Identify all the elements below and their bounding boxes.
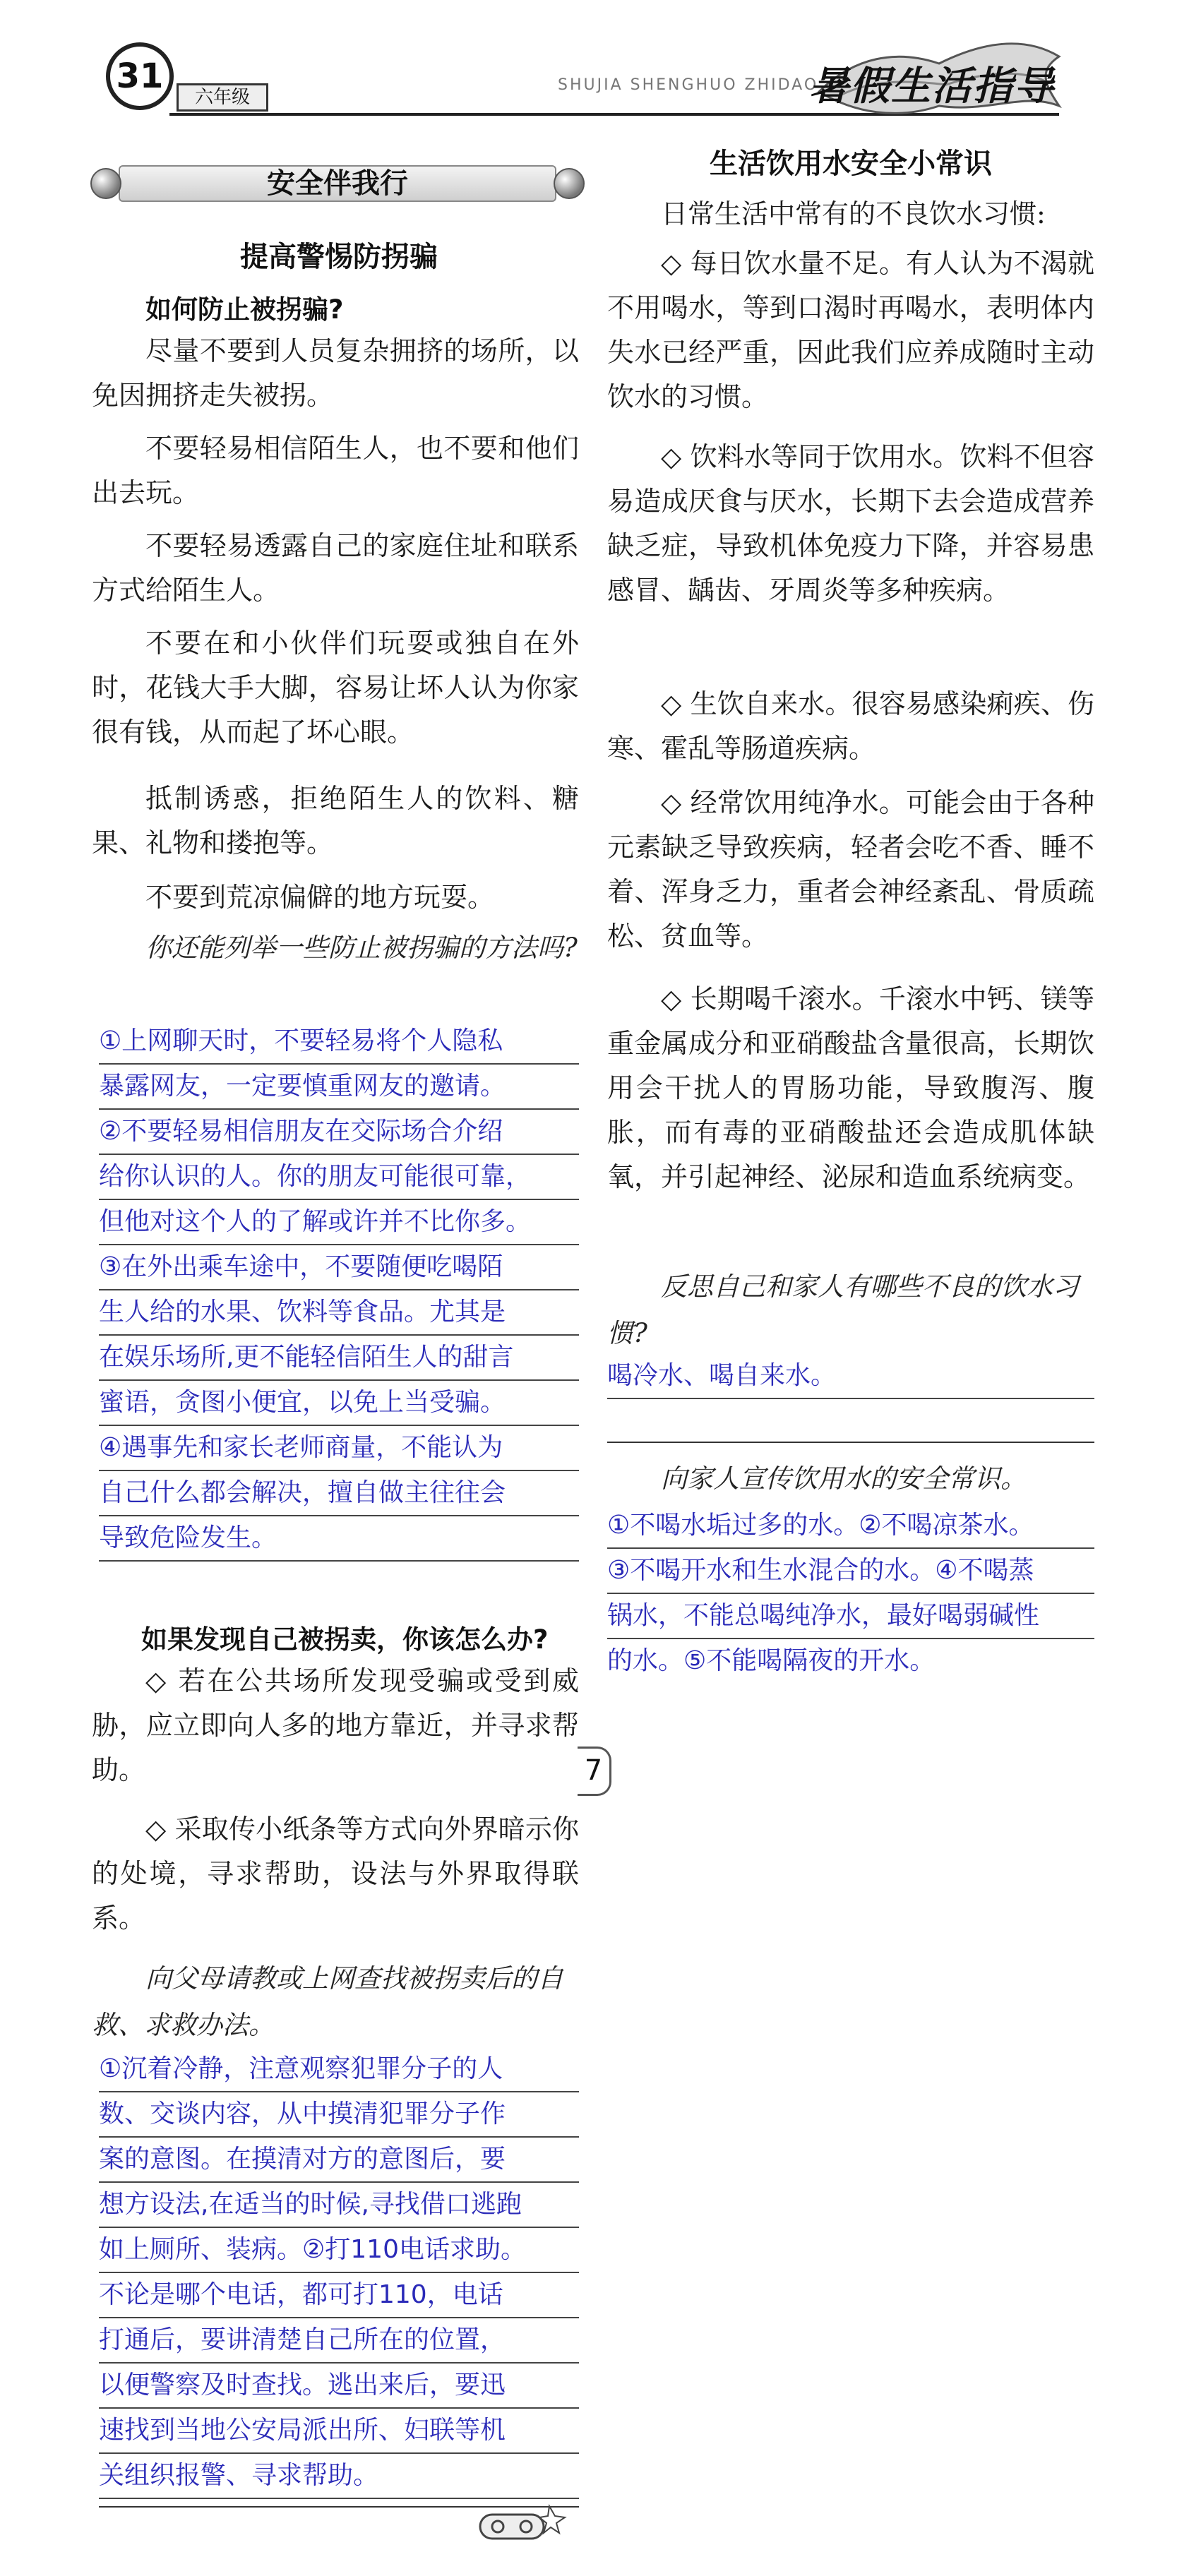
answer-line: 在娱乐场所,更不能轻信陌生人的甜言	[99, 1336, 579, 1381]
header-title: 暑假生活指导	[809, 64, 1055, 109]
answer-line: 以便警察及时查找。逃出来后，要迅	[99, 2364, 579, 2409]
answer-line: ①不喝水垢过多的水。②不喝凉茶水。	[607, 1504, 1094, 1549]
q2-paragraph-2: ◇ 采取传小纸条等方式向外界暗示你的处境，寻求帮助，设法与外界取得联系。	[92, 1814, 579, 1934]
answer-line: 关组织报警、寻求帮助。	[99, 2454, 579, 2499]
left-answer-2[interactable]	[99, 2047, 579, 2499]
left-answer-1[interactable]	[99, 1019, 579, 1562]
answer-line: 自己什么都会解决，擅自做主往往会	[99, 1471, 579, 1516]
footer-ornament-icon	[466, 2499, 579, 2548]
right-article-title: 生活饮用水安全小常识	[710, 148, 992, 180]
q1-heading: 如何防止被拐骗?	[145, 294, 344, 325]
left-paragraph-2: 不要轻易相信陌生人，也不要和他们出去玩。	[92, 433, 579, 508]
answer-line: 给你认识的人。你的朋友可能很可靠，	[99, 1155, 579, 1200]
answer-line: 不论是哪个电话，都可打110，电话	[99, 2273, 579, 2318]
right-pin-icon	[554, 168, 585, 199]
answer-line: 导致危险发生。	[99, 1516, 579, 1562]
left-article-title: 提高警惕防拐骗	[240, 241, 438, 273]
left-paragraph-4: 不要在和小伙伴们玩耍或独自在外时，花钱大手大脚，容易让坏人认为你家很有钱，从而起了坏心眼。	[92, 628, 579, 748]
answer-line: ③不喝开水和生水混合的水。④不喝蒸	[607, 1549, 1094, 1594]
left-prompt-2: 向父母请教或上网查找被拐卖后的自救、求救办法。	[92, 1963, 563, 2040]
answer-line: ①上网聊天时，不要轻易将个人隐私	[99, 1019, 579, 1065]
answer-line: 想方设法,在适当的时候,寻找借口逃跑	[99, 2183, 579, 2228]
right-answer-2[interactable]	[607, 1504, 1094, 1683]
page-header	[0, 0, 1201, 141]
answer-line: 暴露网友，一定要慎重网友的邀请。	[99, 1065, 579, 1110]
answer-line: 打通后，要讲清楚自己所在的位置，	[99, 2318, 579, 2364]
section-banner	[90, 158, 585, 208]
answer-line: ②不要轻易相信朋友在交际场合介绍	[99, 1110, 579, 1155]
left-pin-icon	[90, 168, 121, 199]
answer-line: 蜜语，贪图小便宜，以免上当受骗。	[99, 1381, 579, 1426]
answer-line: 案的意图。在摸清对方的意图后，要	[99, 2138, 579, 2183]
answer-line: 如上厕所、装病。②打110电话求助。	[99, 2228, 579, 2273]
page-number-badge: 31	[106, 42, 174, 110]
right-intro: 日常生活中常有的不良饮水习惯:	[661, 198, 1046, 229]
answer-line: ④遇事先和家长老师商量，不能认为	[99, 1426, 579, 1471]
left-paragraph-5: 抵制诱惑，拒绝陌生人的饮料、糖果、礼物和搂抱等。	[92, 783, 579, 858]
right-prompt-1: 反思自己和家人有哪些不良的饮水习惯?	[607, 1271, 1079, 1348]
answer-line: 锅水，不能总喝纯净水，最好喝弱碱性	[607, 1594, 1094, 1639]
left-prompt-1: 你还能列举一些防止被拐骗的方法吗?	[145, 933, 578, 963]
answer-line: ③在外出乘车途中，不要随便吃喝陌	[99, 1245, 579, 1290]
right-paragraph-4: ◇ 经常饮用纯净水。可能会由于各种元素缺乏导致疾病，轻者会吃不香、睡不着、浑身乏力，重者会神经紊乱、骨质疏松、贫血等。	[607, 787, 1094, 952]
right-paragraph-2: ◇ 饮料水等同于饮用水。饮料不但容易造成厌食与厌水，长期下去会造成营养缺乏症，导致机体免疫力下降，并容易患感冒、龋齿、牙周炎等多种疾病。	[607, 441, 1094, 606]
q2-heading: 如果发现自己被拐卖，你该怎么办?	[141, 1624, 549, 1655]
right-prompt-2: 向家人宣传饮用水的安全常识。	[661, 1463, 1027, 1494]
answer-rule	[607, 1442, 1094, 1443]
side-page-tab: 7	[578, 1747, 611, 1796]
answer-line: 速找到当地公安局派出所、妇联等机	[99, 2409, 579, 2454]
left-paragraph-3: 不要轻易透露自己的家庭住址和联系方式给陌生人。	[92, 530, 579, 606]
left-paragraph-6: 不要到荒凉偏僻的地方玩耍。	[145, 882, 495, 913]
answer-line: 但他对这个人的了解或许并不比你多。	[99, 1200, 579, 1245]
answer-line: 喝冷水、喝自来水。	[607, 1354, 1094, 1399]
right-paragraph-5: ◇ 长期喝千滚水。千滚水中钙、镁等重金属成分和亚硝酸盐含量很高，长期饮用会干扰人的胃肠功能，导致腹泻、腹胀，而有毒的亚硝酸盐还会造成肌体缺氧，并引起神经、泌尿和造血系统病变。	[607, 983, 1094, 1192]
answer-line: 生人给的水果、饮料等食品。尤其是	[99, 1290, 579, 1336]
right-paragraph-1: ◇ 每日饮水量不足。有人认为不渴就不用喝水，等到口渴时再喝水，表明体内失水已经严重，因此我们应养成随时主动饮水的习惯。	[607, 248, 1094, 412]
header-pinyin: SHUJIA SHENGHUO ZHIDAO	[558, 76, 819, 94]
q2-paragraph-1: ◇ 若在公共场所发现受骗或受到威胁，应立即向人多的地方靠近，并寻求帮助。	[92, 1665, 579, 1785]
grade-tag: 六年级	[177, 83, 268, 112]
right-paragraph-3: ◇ 生饮自来水。很容易感染痢疾、伤寒、霍乱等肠道疾病。	[607, 688, 1094, 764]
banner-label: 安全伴我行	[267, 167, 408, 200]
right-answer-1[interactable]	[607, 1354, 1094, 1399]
answer-line: 的水。⑤不能喝隔夜的开水。	[607, 1646, 936, 1675]
answer-line: ①沉着冷静，注意观察犯罪分子的人	[99, 2047, 579, 2092]
answer-line: 数、交谈内容，从中摸清犯罪分子作	[99, 2092, 579, 2138]
left-paragraph-1: 尽量不要到人员复杂拥挤的场所，以免因拥挤走失被拐。	[92, 335, 579, 411]
